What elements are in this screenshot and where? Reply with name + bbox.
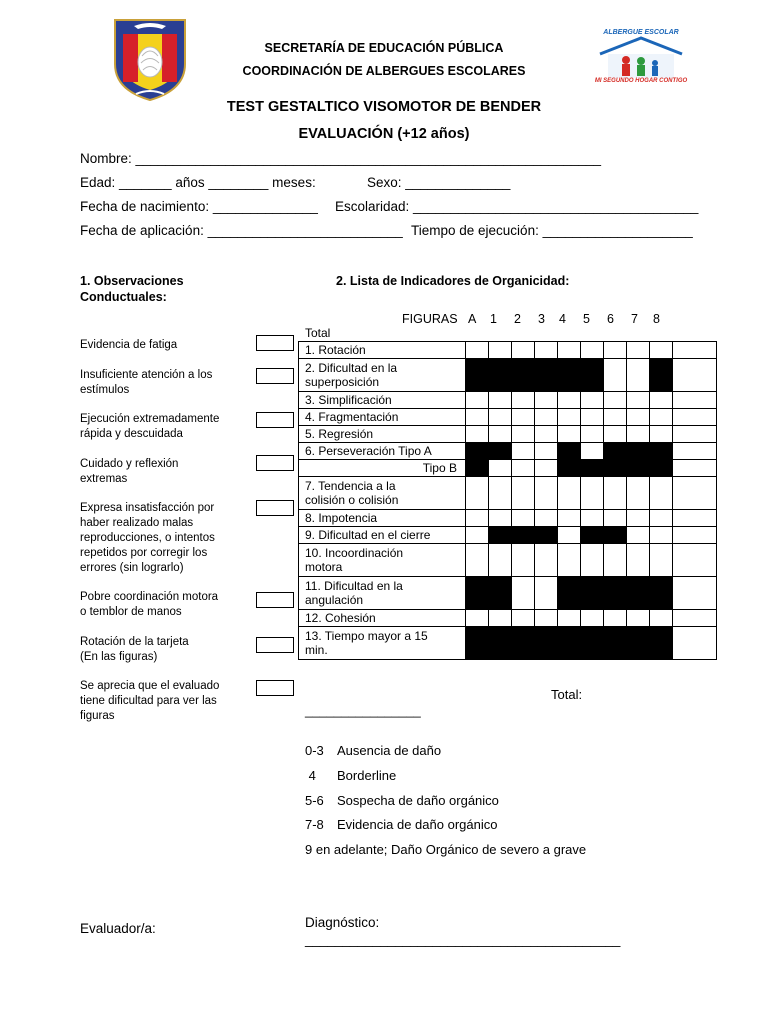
figuras-label: FIGURAS [402, 312, 458, 326]
row-total-cell[interactable] [673, 627, 717, 660]
obs-item: Evidencia de fatiga [80, 339, 178, 351]
indicator-row [299, 409, 717, 426]
header-secretaria: SECRETARÍA DE EDUCACIÓN PÚBLICA [264, 41, 504, 55]
score-cell[interactable] [558, 342, 581, 359]
indicator-row [299, 544, 717, 577]
score-cell[interactable] [558, 477, 581, 510]
score-cell[interactable] [604, 510, 627, 527]
score-cell[interactable] [512, 443, 535, 460]
score-cell[interactable] [489, 426, 512, 443]
shield-emblem-icon [112, 16, 188, 102]
shaded-cell [512, 627, 535, 660]
indicator-label: Tipo B [299, 460, 466, 477]
shaded-cell [489, 577, 512, 610]
col-header-8: 8 [653, 312, 660, 326]
score-cell[interactable] [489, 342, 512, 359]
score-cell[interactable] [489, 544, 512, 577]
page-title: TEST GESTALTICO VISOMOTOR DE BENDER [226, 99, 542, 115]
indicator-label: 5. Regresión [299, 426, 466, 443]
section1-title-line1: 1. Observaciones [80, 274, 184, 288]
obs-item: Se aprecia que el evaluado tiene dificultad para ver las figuras [80, 680, 220, 722]
indicator-label: 9. Dificultad en el cierre [299, 527, 466, 544]
total-line[interactable]: ________________ [305, 703, 421, 718]
row-total-cell[interactable] [673, 610, 717, 627]
score-cell[interactable] [650, 527, 673, 544]
indicator-label: 8. Impotencia [299, 510, 466, 527]
shaded-cell [466, 627, 489, 660]
score-cell[interactable] [512, 510, 535, 527]
score-cell[interactable] [535, 477, 558, 510]
obs-checkbox[interactable] [256, 368, 294, 384]
shaded-cell [627, 460, 650, 477]
score-cell[interactable] [627, 392, 650, 409]
score-cell[interactable] [489, 409, 512, 426]
score-cell[interactable] [581, 409, 604, 426]
scale-item-5-6: 5-6 Sospecha de daño orgánico [305, 793, 499, 808]
score-cell[interactable] [650, 544, 673, 577]
total-label: Total: [551, 687, 583, 702]
row-total-cell[interactable] [673, 443, 717, 460]
indicator-row [299, 610, 717, 627]
shaded-cell [535, 527, 558, 544]
shaded-cell [627, 443, 650, 460]
score-cell[interactable] [489, 460, 512, 477]
obs-checkbox[interactable] [256, 500, 294, 516]
score-cell[interactable] [489, 392, 512, 409]
score-cell[interactable] [535, 426, 558, 443]
shaded-cell [581, 527, 604, 544]
obs-checkbox[interactable] [256, 637, 294, 653]
score-cell[interactable] [627, 510, 650, 527]
shaded-cell [558, 359, 581, 392]
score-cell[interactable] [627, 477, 650, 510]
field-fecha-nacimiento[interactable]: Fecha de nacimiento: ______________ [80, 199, 318, 214]
shaded-cell [650, 443, 673, 460]
col-header-1: 1 [490, 312, 497, 326]
indicator-row [299, 477, 717, 510]
shaded-cell [581, 460, 604, 477]
obs-item: Ejecución extremadamente rápida y descuidada [80, 413, 220, 440]
indicator-row [299, 527, 717, 544]
shaded-cell [604, 627, 627, 660]
score-cell[interactable] [535, 544, 558, 577]
indicator-row [299, 577, 717, 610]
total-column-label: Total [305, 326, 331, 340]
score-cell[interactable] [627, 359, 650, 392]
score-cell[interactable] [535, 510, 558, 527]
score-cell[interactable] [512, 426, 535, 443]
scale-item-7-8: 7-8 Evidencia de daño orgánico [305, 817, 498, 832]
score-cell[interactable] [466, 409, 489, 426]
score-cell[interactable] [581, 544, 604, 577]
shaded-cell [558, 443, 581, 460]
obs-item: Cuidado y reflexión extremas [80, 458, 179, 485]
row-total-cell[interactable] [673, 392, 717, 409]
scale-item-0-3: 0-3 Ausencia de daño [305, 743, 442, 758]
indicator-label: 11. Dificultad en la angulación [299, 577, 466, 610]
score-cell[interactable] [604, 359, 627, 392]
obs-item: Rotación de la tarjeta (En las figuras) [80, 636, 189, 663]
score-cell[interactable] [558, 510, 581, 527]
diagnostico-line[interactable]: __________________________________________ [305, 932, 621, 947]
section1-title [80, 273, 184, 305]
score-cell[interactable] [466, 610, 489, 627]
score-cell[interactable] [650, 342, 673, 359]
shaded-cell [466, 460, 489, 477]
col-header-5: 5 [583, 312, 590, 326]
obs-checkbox[interactable] [256, 592, 294, 608]
indicator-row [299, 627, 717, 660]
row-total-cell[interactable] [673, 359, 717, 392]
score-cell[interactable] [512, 477, 535, 510]
score-cell[interactable] [535, 392, 558, 409]
score-cell[interactable] [650, 610, 673, 627]
score-cell[interactable] [650, 426, 673, 443]
score-cell[interactable] [535, 460, 558, 477]
shaded-cell [489, 443, 512, 460]
indicator-row [299, 342, 717, 359]
score-cell[interactable] [466, 527, 489, 544]
field-tiempo-ejecucion[interactable]: Tiempo de ejecución: ____________________ [411, 223, 693, 238]
indicator-row [299, 460, 717, 477]
field-sexo[interactable]: Sexo: ______________ [367, 175, 511, 190]
shaded-cell [558, 627, 581, 660]
indicator-row [299, 426, 717, 443]
shaded-cell [558, 577, 581, 610]
score-cell[interactable] [581, 610, 604, 627]
score-cell[interactable] [466, 544, 489, 577]
col-header-4: 4 [559, 312, 566, 326]
shaded-cell [489, 359, 512, 392]
score-cell[interactable] [581, 477, 604, 510]
indicator-row [299, 443, 717, 460]
indicator-label: 12. Cohesión [299, 610, 466, 627]
obs-item: Insuficiente atención a los estímulos [80, 369, 213, 396]
row-total-cell[interactable] [673, 409, 717, 426]
shaded-cell [581, 577, 604, 610]
score-cell[interactable] [535, 342, 558, 359]
score-cell[interactable] [604, 610, 627, 627]
shaded-cell [466, 577, 489, 610]
score-cell[interactable] [558, 392, 581, 409]
row-total-cell[interactable] [673, 342, 717, 359]
score-cell[interactable] [581, 510, 604, 527]
score-cell[interactable] [604, 477, 627, 510]
shaded-cell [581, 359, 604, 392]
score-cell[interactable] [650, 477, 673, 510]
page-subtitle: EVALUACIÓN (+12 años) [298, 126, 470, 142]
score-cell[interactable] [512, 460, 535, 477]
shaded-cell [535, 359, 558, 392]
row-total-cell[interactable] [673, 460, 717, 477]
row-total-cell[interactable] [673, 477, 717, 510]
score-cell[interactable] [604, 342, 627, 359]
score-cell[interactable] [535, 577, 558, 610]
score-cell[interactable] [489, 477, 512, 510]
score-cell[interactable] [466, 510, 489, 527]
score-cell[interactable] [604, 409, 627, 426]
shaded-cell [650, 627, 673, 660]
score-cell[interactable] [466, 342, 489, 359]
shaded-cell [604, 577, 627, 610]
col-header-a: A [468, 312, 477, 326]
indicator-row [299, 359, 717, 392]
shaded-cell [535, 627, 558, 660]
row-total-cell[interactable] [673, 426, 717, 443]
score-cell[interactable] [535, 409, 558, 426]
indicator-row [299, 510, 717, 527]
row-total-cell[interactable] [673, 577, 717, 610]
col-header-7: 7 [631, 312, 638, 326]
indicator-label: 4. Fragmentación [299, 409, 466, 426]
scale-item-9-plus: 9 en adelante; Daño Orgánico de severo a grave [305, 842, 587, 857]
obs-checkbox[interactable] [256, 680, 294, 696]
row-total-cell[interactable] [673, 544, 717, 577]
obs-checkbox[interactable] [256, 412, 294, 428]
row-total-cell[interactable] [673, 527, 717, 544]
evaluador-label: Evaluador/a: [80, 921, 156, 936]
score-cell[interactable] [558, 426, 581, 443]
indicator-label: 3. Simplificación [299, 392, 466, 409]
shaded-cell [581, 627, 604, 660]
shaded-cell [489, 527, 512, 544]
shaded-cell [650, 359, 673, 392]
score-cell[interactable] [512, 577, 535, 610]
shaded-cell [627, 577, 650, 610]
shaded-cell [558, 460, 581, 477]
score-cell[interactable] [512, 544, 535, 577]
score-cell[interactable] [466, 426, 489, 443]
score-cell[interactable] [558, 544, 581, 577]
organicity-indicators-table [298, 341, 717, 660]
obs-item: Expresa insatisfacción por haber realizado malas reproducciones, o intentos repetidos por corregir los errores (sin lograrlo) [80, 502, 215, 574]
score-cell[interactable] [535, 443, 558, 460]
score-cell[interactable] [581, 443, 604, 460]
albergue-logo-bottom-text: MI SEGUNDO HOGAR CONTIGO [594, 78, 688, 84]
score-cell[interactable] [627, 342, 650, 359]
score-cell[interactable] [512, 342, 535, 359]
field-fecha-aplicacion[interactable]: Fecha de aplicación: __________________________ [80, 223, 403, 238]
field-edad[interactable]: Edad: _______ años ________ meses: [80, 175, 316, 190]
state-shield-logo [112, 16, 188, 102]
col-header-2: 2 [514, 312, 521, 326]
indicator-label: 6. Perseveración Tipo A [299, 443, 466, 460]
score-cell[interactable] [627, 409, 650, 426]
score-cell[interactable] [581, 392, 604, 409]
indicator-label: 2. Dificultad en la superposición [299, 359, 466, 392]
score-cell[interactable] [581, 426, 604, 443]
score-cell[interactable] [627, 527, 650, 544]
shaded-cell [512, 359, 535, 392]
shaded-cell [627, 627, 650, 660]
col-header-6: 6 [607, 312, 614, 326]
score-cell[interactable] [558, 610, 581, 627]
score-cell[interactable] [604, 544, 627, 577]
shaded-cell [604, 460, 627, 477]
score-cell[interactable] [512, 610, 535, 627]
score-cell[interactable] [581, 342, 604, 359]
obs-item: Pobre coordinación motora o temblor de manos [80, 591, 219, 618]
diagnostico-label: Diagnóstico: [305, 915, 380, 930]
row-total-cell[interactable] [673, 510, 717, 527]
score-cell[interactable] [604, 392, 627, 409]
indicator-label: 7. Tendencia a la colisión o colisión [299, 477, 466, 510]
score-cell[interactable] [512, 409, 535, 426]
section2-title: 2. Lista de Indicadores de Organicidad: [336, 274, 570, 288]
score-cell[interactable] [535, 610, 558, 627]
col-header-3: 3 [538, 312, 545, 326]
score-cell[interactable] [627, 610, 650, 627]
score-cell[interactable] [650, 409, 673, 426]
indicator-label: 10. Incoordinación motora [299, 544, 466, 577]
indicator-label: 13. Tiempo mayor a 15 min. [299, 627, 466, 660]
shaded-cell [604, 443, 627, 460]
score-cell[interactable] [558, 527, 581, 544]
section1-title-line2: Conductuales: [80, 290, 167, 304]
score-cell[interactable] [650, 510, 673, 527]
score-cell[interactable] [604, 426, 627, 443]
score-cell[interactable] [627, 544, 650, 577]
score-cell[interactable] [489, 610, 512, 627]
shaded-cell [466, 443, 489, 460]
score-cell[interactable] [466, 477, 489, 510]
field-escolaridad[interactable]: Escolaridad: ______________________________________ [335, 199, 699, 214]
indicator-row [299, 392, 717, 409]
score-cell[interactable] [558, 409, 581, 426]
obs-checkbox[interactable] [256, 455, 294, 471]
shaded-cell [650, 460, 673, 477]
shaded-cell [489, 627, 512, 660]
score-cell[interactable] [512, 392, 535, 409]
shaded-cell [466, 359, 489, 392]
score-cell[interactable] [489, 510, 512, 527]
score-cell[interactable] [466, 392, 489, 409]
shaded-cell [512, 527, 535, 544]
scale-item-4: 4 Borderline [305, 768, 397, 783]
obs-checkbox[interactable] [256, 335, 294, 351]
indicator-label: 1. Rotación [299, 342, 466, 359]
shaded-cell [650, 577, 673, 610]
field-nombre[interactable]: Nombre: ______________________________________________________________ [80, 151, 602, 166]
score-cell[interactable] [650, 392, 673, 409]
header-coordinacion: COORDINACIÓN DE ALBERGUES ESCOLARES [242, 64, 526, 78]
shaded-cell [604, 527, 627, 544]
albergue-logo-top-text: ALBERGUE ESCOLAR [603, 29, 679, 36]
score-cell[interactable] [627, 426, 650, 443]
